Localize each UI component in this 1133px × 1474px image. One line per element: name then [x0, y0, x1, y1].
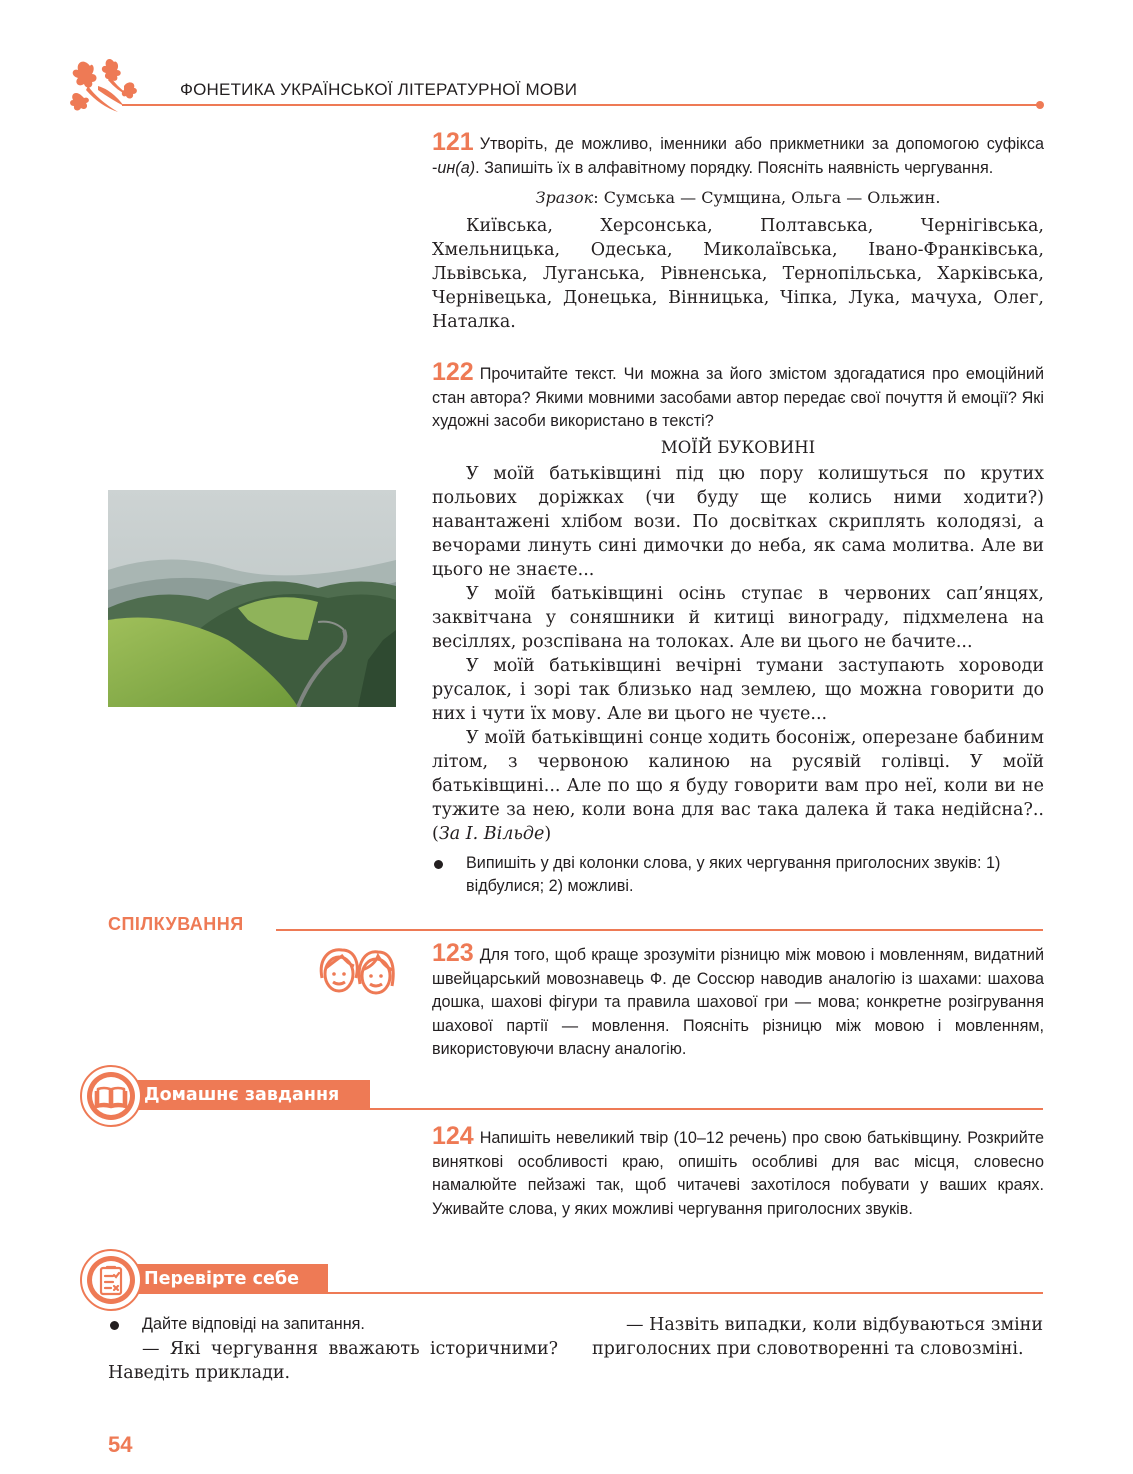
- flower-logo-icon: [68, 56, 142, 116]
- bullet-icon: [110, 1321, 119, 1330]
- word-list: Київська, Херсонська, Полтавська, Чернігівська, Хмельницька, Одеська, Миколаївська, Івано-Франківська, Львівська, Луганська, Рівненська, Тернопільська, Харківська, Чернівецька, Донецька, Вінницька, Чіпка, Лука, мачуха, Олег, Наталка.: [432, 216, 1044, 332]
- section-title-communication: СПІЛКУВАННЯ: [108, 914, 244, 934]
- text-title: МОЇЙ БУКОВИНІ: [660, 437, 816, 457]
- header-title: ФОНЕТИКА УКРАЇНСЬКОЇ ЛІТЕРАТУРНОЇ МОВИ: [180, 80, 578, 99]
- bullet-icon: [434, 860, 443, 869]
- task-number: 123: [432, 939, 474, 967]
- task-123: 123 Для того, щоб краще зрозуміти різницю між мовою і мовленням, видатний швейцарський мовознавець Ф. де Соссюр наводив аналогію із шахами: шахова дошка, шахові фігури та правила шахової гри — мова; конкретне розігрування шахової партії — мовлення. Поясніть різницю між мовою і мовленням, використовуючи власну аналогію.: [432, 939, 1044, 1058]
- check-left-column: [108, 1313, 558, 1385]
- header-rule-dot: [1036, 101, 1044, 109]
- check-bullet: Дайте відповіді на запитання.: [108, 1313, 558, 1337]
- task-number: 122: [432, 358, 474, 386]
- question-1: — Які чергування вважають історичними? Наведіть приклади.: [108, 1338, 558, 1383]
- book-icon: [87, 1072, 135, 1120]
- mountain-landscape-photo: [108, 490, 396, 707]
- header-rule: [122, 104, 1040, 106]
- section-title-homework: Домашнє завдання: [130, 1080, 370, 1110]
- check-badge: [80, 1249, 142, 1311]
- task-124: 124 Напишіть невеликий твір (10–12 речень) про свою батьківщину. Розкрийте виняткові особливості краю, опишіть особливі для вас місця, словесно намалюйте пейзажі так, щоб читачеві захотілося побувати у ваших краях. Уживайте слова, у яких можливі чергування приголосних звуків.: [432, 1122, 1044, 1218]
- task-122-bullet: Випишіть у дві колонки слова, у яких чергування приголосних звуків: 1) відбулися; 2) можливі.: [432, 852, 1044, 899]
- task-number: 124: [432, 1122, 474, 1150]
- task-122: 122 Прочитайте текст. Чи можна за його змістом здогадатися про емоційний стан автора? Якими мовними засобами автор передає свої почуття й емоції? Які художні засоби використано в тексті? МОЇЙ БУКОВИНІ У моїй батьківщині під цю пору колишуться по крутих польових доріжках (чи буду ще колись ними ходити?) навантажені хлібом вози. По досвітках скриплять колодязі, а вечорами линуть сині димочки до неба, як сама молитва. Але ви цього не знаєте... У моїй батьківщині осінь ступає в червоних сап’янцях, заквітчана у соняшники й китиці винограду, підхмелена на весіллях, розспівана на толоках. Але ви цього не бачите... У моїй батьківщині вечірні тумани заступають хороводи русалок, і зорі так близько над землею, що можна говорити до них і чути їх мову. Але ви цього не чуєте... У моїй батьківщині сонце ходить босоніж, оперезане бабиним літом, з червоною калиною на русявій голівці. У моїй батьківщині... Але по що я буду говорити вам про неї, коли ви не тужите за нею, коли вона для вас така далека й така недійсна?.. (За І. Вільде) Випишіть у дві колонки слова, у яких чергування приголосних звуків: 1) відбулися; 2) можливі.: [432, 361, 1044, 899]
- homework-badge: [80, 1065, 142, 1127]
- task-121: 121 Утворіть, де можливо, іменники або прикметники за допомогою суфікса -ин(а). Запишіть їх в алфавітному порядку. Поясніть наявність чергування. Зразок: Сумська — Сумщина, Ольга — Ольжин. Київська, Херсонська, Полтавська, Чернігівська, Хмельницька, Одеська, Миколаївська, Івано-Франківська, Львівська, Луганська, Рівненська, Тернопільська, Харківська, Чернівецька, Донецька, Вінницька, Чіпка, Лука, мачуха, Олег, Наталка.: [432, 128, 1044, 332]
- check-right-column: [592, 1313, 1043, 1361]
- question-2: — Назвіть випадки, коли відбуваються зміни приголосних при словотворенні та словозміні.: [592, 1315, 1043, 1359]
- text-body: У моїй батьківщині під цю пору колишуться по крутих польових доріжках (чи буду ще колись ними ходити?) навантажені хлібом вози. По досвітках скриплять колодязі, а вечорами линуть сині димочки до неба, як сама молитва. Але ви цього не знаєте... У моїй батьківщині осінь ступає в червоних сап’янцях, заквітчана у соняшники й китиці винограду, підхмелена на весіллях, розспівана на толоках. Але ви цього не бачите... У моїй батьківщині вечірні тумани заступають хороводи русалок, і зорі так близько над землею, що можна говорити до них і чути їх мову. Але ви цього не чуєте... У моїй батьківщині сонце ходить босоніж, оперезане бабиним літом, з червоною калиною на русявій голівці. У моїй батьківщині... Але по що я буду говорити вам про неї, коли ви не тужите за нею, коли вона для вас така далека й така недійсна?.. (За І. Вільде): [432, 463, 1044, 844]
- section-rule: [276, 929, 1043, 931]
- task-number: 121: [432, 128, 474, 156]
- page-number: 54: [108, 1432, 133, 1457]
- text-source: За І. Вільде: [438, 823, 545, 844]
- people-icon: [316, 944, 398, 998]
- section-title-check: Перевірте себе: [130, 1264, 328, 1294]
- checklist-icon: [87, 1256, 135, 1304]
- sample-line: Зразок: Сумська — Сумщина, Ольга — Ольжин.: [535, 188, 941, 207]
